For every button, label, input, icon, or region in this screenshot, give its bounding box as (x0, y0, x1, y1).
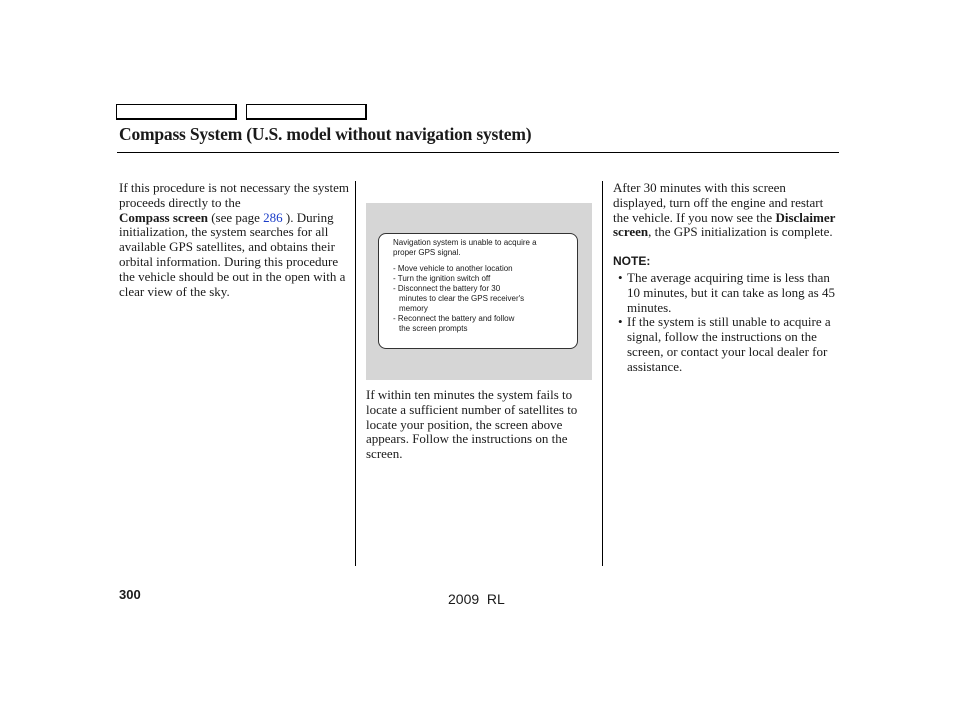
nav-button-table-of-contents[interactable] (246, 104, 367, 120)
column-2 (366, 388, 598, 462)
gps-failure-paragraph: If within ten minutes the system fails to locate a sufficient number of satellites to locate your position, the screen above appears. Follow the instructions on the screen. (366, 387, 578, 462)
note-bullet: • The average acquiring time is less than 10 minutes, but it can take as long as 45 minutes. (618, 269, 835, 315)
screen-line: minutes to clear the GPS receiver's (399, 294, 525, 303)
column-3 (613, 181, 839, 375)
compass-screen-term: Compass screen (119, 209, 208, 225)
title-divider (117, 152, 839, 153)
bullet-dot-icon: • (618, 314, 623, 330)
screen-line: - Disconnect the battery for 30 (393, 284, 501, 293)
screen-line: - Move vehicle to another location (393, 264, 513, 273)
screen-line: - Reconnect the battery and follow (393, 314, 515, 323)
screen-line: - Turn the ignition switch off (393, 274, 491, 283)
page-title: Compass System (U.S. model without navigation system) (119, 124, 532, 144)
screen-line: memory (399, 304, 428, 313)
note-bullet: • If the system is still unable to acquire a signal, follow the instructions on the screen, or contact your local dealer for assistance. (618, 314, 831, 374)
intro-paragraph: If this procedure is not necessary the system proceeds directly to the Compass screen (see page 286 ). During initialization, the system searches for all available GPS satellites, and obtains their orbital information. During this procedure the vehicle should be out in the open with a clear view of the sky. (119, 180, 349, 299)
screen-line: the screen prompts (399, 324, 468, 333)
footer-model: 2009 RL (448, 591, 505, 607)
restart-paragraph: After 30 minutes with this screen displayed, turn off the engine and restart the vehicle. If you now see the Disclaimer screen, the GPS initialization is complete. (613, 180, 836, 240)
page-link-286[interactable]: 286 (263, 209, 283, 225)
bullet-dot-icon: • (618, 269, 623, 285)
note-heading: NOTE: (613, 254, 651, 269)
screen-line: proper GPS signal. (393, 248, 461, 257)
gps-error-screen (378, 233, 578, 349)
nav-button-main-menu[interactable] (116, 104, 237, 120)
column-1 (119, 181, 349, 299)
page-number: 300 (119, 587, 141, 602)
column-divider-2 (602, 181, 603, 566)
screen-line: Navigation system is unable to acquire a (393, 238, 537, 247)
column-divider-1 (355, 181, 356, 566)
disclaimer-screen-term: Disclaimer screen (613, 209, 836, 240)
